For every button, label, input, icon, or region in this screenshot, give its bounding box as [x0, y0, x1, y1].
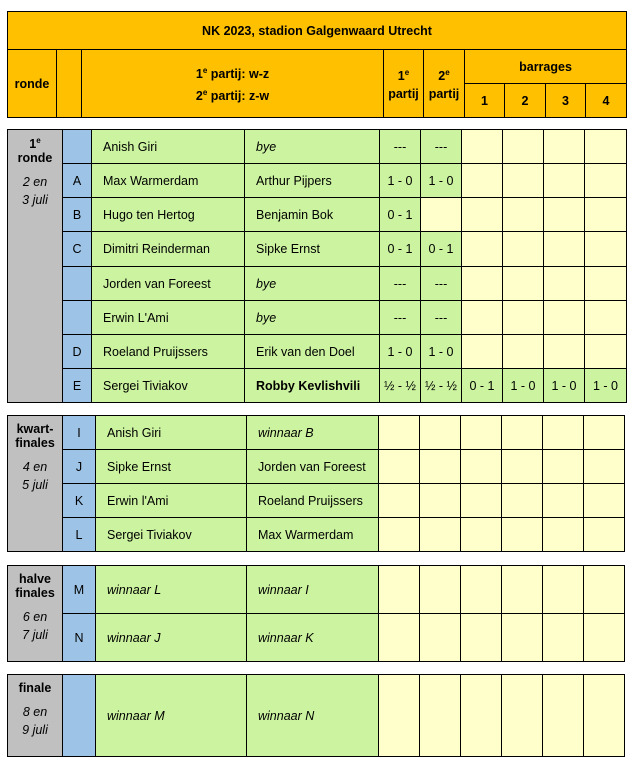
barrages-header: barrages [465, 50, 627, 84]
barrage-1-result [461, 416, 502, 450]
white-player: Hugo ten Hertog [92, 198, 245, 232]
barrage-2-result [503, 198, 544, 232]
black-player: Erik van den Doel [245, 335, 380, 369]
round1-dates: 2 en 3 juli [22, 175, 48, 208]
match-letter: D [63, 335, 92, 369]
barrage-4-result [585, 335, 627, 369]
game1-result: 1 - 0 [380, 164, 421, 198]
barrage-4-result [585, 267, 627, 301]
barrage-4-result [585, 232, 627, 267]
final-dates: 8 en 9 juli [22, 705, 48, 737]
round1-table [7, 129, 627, 403]
game1-result [379, 450, 420, 484]
black-player: Robby Kevlishvili [245, 369, 380, 403]
white-player: Dimitri Reinderman [92, 232, 245, 267]
match-letter: J [63, 450, 96, 484]
black-player: Benjamin Bok [245, 198, 380, 232]
barrage-3-result [543, 614, 584, 662]
match-letter: N [63, 614, 96, 662]
final-table [7, 674, 625, 757]
barrage-2-result [503, 164, 544, 198]
game2-result [420, 450, 461, 484]
barrage-2-result [503, 232, 544, 267]
game2-result: --- [421, 301, 462, 335]
barrage-4-result [585, 130, 627, 164]
white-player: Erwin L'Ami [92, 301, 245, 335]
barrage-col-1: 1 [465, 84, 505, 118]
barrage-2-result [502, 566, 543, 614]
white-player: Sipke Ernst [96, 450, 247, 484]
game2-result [420, 566, 461, 614]
match-letter: L [63, 518, 96, 552]
barrage-col-2: 2 [505, 84, 546, 118]
barrage-3-result [544, 267, 585, 301]
white-player: winnaar J [96, 614, 247, 662]
black-player: Roeland Pruijssers [247, 484, 379, 518]
barrage-3-result [543, 518, 584, 552]
black-player: Jorden van Foreest [247, 450, 379, 484]
barrage-2-result [503, 335, 544, 369]
barrage-2-result [502, 614, 543, 662]
game2-result: 1 - 0 [421, 335, 462, 369]
game2-header: 2e partij [424, 50, 465, 118]
game1-result: 0 - 1 [380, 198, 421, 232]
barrage-3-result [543, 416, 584, 450]
barrage-1-result [461, 614, 502, 662]
barrage-2-result: 1 - 0 [503, 369, 544, 403]
barrage-4-result [584, 416, 625, 450]
barrage-1-result [462, 164, 503, 198]
barrage-3-result [543, 450, 584, 484]
barrage-3-result [543, 675, 584, 757]
barrage-3-result [543, 484, 584, 518]
semifinals-table [7, 565, 625, 662]
final-label: finale 8 en 9 juli [8, 675, 63, 757]
barrage-1-result [462, 130, 503, 164]
barrage-2-result [502, 675, 543, 757]
game2-result [420, 416, 461, 450]
game1-result: --- [380, 267, 421, 301]
white-player: Anish Giri [96, 416, 247, 450]
black-player: bye [245, 301, 380, 335]
white-player: Sergei Tiviakov [92, 369, 245, 403]
game1-result [379, 614, 420, 662]
barrage-2-result [502, 416, 543, 450]
match-letter [63, 301, 92, 335]
semifinals-dates: 6 en 7 juli [22, 610, 48, 642]
game2-result: 0 - 1 [421, 232, 462, 267]
page-title: NK 2023, stadion Galgenwaard Utrecht [8, 12, 627, 50]
game1-result [379, 484, 420, 518]
barrage-4-result [585, 164, 627, 198]
barrage-1-result [462, 301, 503, 335]
barrage-4-result [585, 198, 627, 232]
barrage-2-result [502, 518, 543, 552]
barrage-4-result [584, 484, 625, 518]
round1-label: 1e ronde 2 en 3 juli [8, 130, 63, 403]
black-player: winnaar N [247, 675, 379, 757]
barrage-4-result [585, 301, 627, 335]
white-player: winnaar L [96, 566, 247, 614]
barrage-3-result [544, 232, 585, 267]
game1-result [379, 416, 420, 450]
letter-header [57, 50, 82, 118]
barrage-1-result [461, 675, 502, 757]
game1-result [379, 566, 420, 614]
ronde-header: ronde [8, 50, 57, 118]
game2-result: --- [421, 130, 462, 164]
match-letter: K [63, 484, 96, 518]
black-player: winnaar B [247, 416, 379, 450]
header-table [7, 11, 627, 118]
semifinals-label: halve finales 6 en 7 juli [8, 566, 63, 662]
white-player: Jorden van Foreest [92, 267, 245, 301]
barrage-4-result [584, 566, 625, 614]
barrage-3-result [544, 335, 585, 369]
black-player: bye [245, 267, 380, 301]
barrage-1-result [461, 566, 502, 614]
barrage-col-3: 3 [546, 84, 586, 118]
game1-result: --- [380, 130, 421, 164]
game2-result [420, 484, 461, 518]
barrage-3-result [544, 198, 585, 232]
white-player: Anish Giri [92, 130, 245, 164]
game1-header: 1e partij [384, 50, 424, 118]
game2-result: --- [421, 267, 462, 301]
barrage-1-result [462, 232, 503, 267]
quarterfinals-label: kwart- finales 4 en 5 juli [8, 416, 63, 552]
barrage-3-result [544, 130, 585, 164]
barrage-3-result [544, 301, 585, 335]
match-letter: M [63, 566, 96, 614]
black-player: Max Warmerdam [247, 518, 379, 552]
black-player: winnaar K [247, 614, 379, 662]
barrage-3-result: 1 - 0 [544, 369, 585, 403]
match-letter [63, 130, 92, 164]
white-player: winnaar M [96, 675, 247, 757]
barrage-4-result [584, 675, 625, 757]
quarterfinals-table [7, 415, 625, 552]
match-letter: I [63, 416, 96, 450]
barrage-3-result [544, 164, 585, 198]
barrage-col-4: 4 [586, 84, 627, 118]
barrage-1-result [461, 450, 502, 484]
barrage-2-result [502, 450, 543, 484]
game2-result [421, 198, 462, 232]
quarterfinals-dates: 4 en 5 juli [22, 460, 48, 492]
game1-result [379, 518, 420, 552]
barrage-4-result [584, 614, 625, 662]
barrage-1-result: 0 - 1 [462, 369, 503, 403]
match-letter: C [63, 232, 92, 267]
game1-result: ½ - ½ [380, 369, 421, 403]
match-letter: A [63, 164, 92, 198]
white-player: Roeland Pruijssers [92, 335, 245, 369]
barrage-3-result [543, 566, 584, 614]
barrage-4-result: 1 - 0 [585, 369, 627, 403]
game2-result [420, 675, 461, 757]
barrage-4-result [584, 518, 625, 552]
match-letter: E [63, 369, 92, 403]
black-player: Sipke Ernst [245, 232, 380, 267]
barrage-1-result [462, 335, 503, 369]
game1-result: 1 - 0 [380, 335, 421, 369]
match-letter [63, 267, 92, 301]
barrage-1-result [462, 198, 503, 232]
barrage-1-result [461, 518, 502, 552]
white-player: Max Warmerdam [92, 164, 245, 198]
barrage-2-result [503, 267, 544, 301]
match-letter [63, 675, 96, 757]
black-player: bye [245, 130, 380, 164]
barrage-1-result [462, 267, 503, 301]
barrage-4-result [584, 450, 625, 484]
white-player: Erwin l'Ami [96, 484, 247, 518]
white-player: Sergei Tiviakov [96, 518, 247, 552]
black-player: Arthur Pijpers [245, 164, 380, 198]
barrage-2-result [503, 130, 544, 164]
barrage-1-result [461, 484, 502, 518]
game2-result: ½ - ½ [421, 369, 462, 403]
game2-result: 1 - 0 [421, 164, 462, 198]
barrage-2-result [503, 301, 544, 335]
barrage-2-result [502, 484, 543, 518]
black-player: winnaar I [247, 566, 379, 614]
game1-result: --- [380, 301, 421, 335]
match-letter: B [63, 198, 92, 232]
game2-result [420, 614, 461, 662]
game1-result: 0 - 1 [380, 232, 421, 267]
pairing-header: 1e partij: w-z 2e partij: z-w [82, 50, 384, 118]
game1-result [379, 675, 420, 757]
game2-result [420, 518, 461, 552]
